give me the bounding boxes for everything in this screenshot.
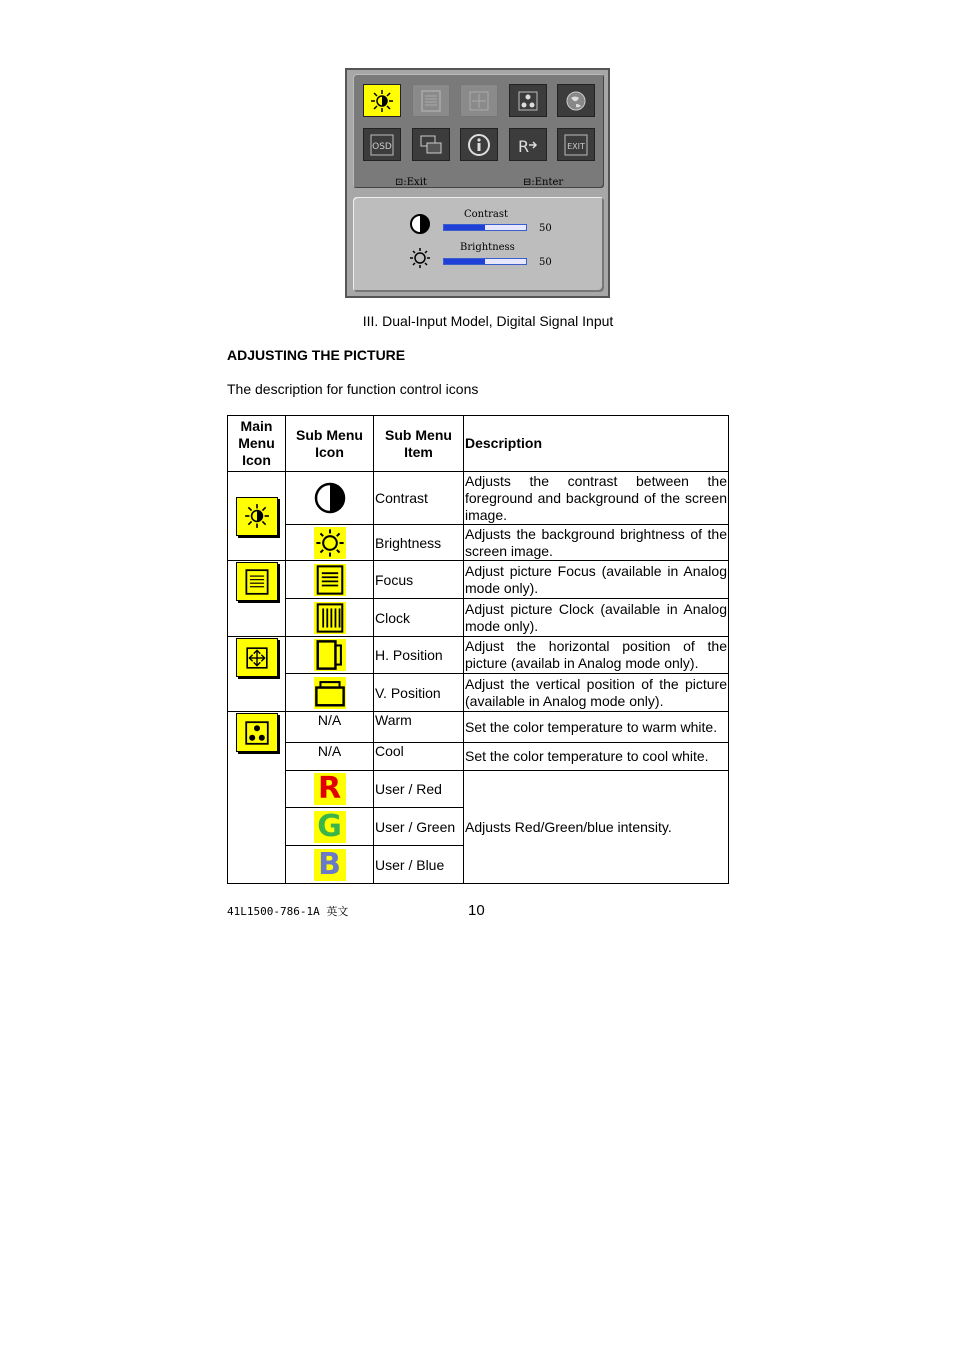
table-row: [228, 674, 729, 712]
v-position-icon: [314, 677, 346, 709]
table-row: [228, 743, 729, 771]
osd-screenshot: [345, 68, 610, 298]
sub-icon-cell: [286, 525, 374, 561]
picture-icon[interactable]: [363, 84, 401, 117]
sub-icon-cell: [286, 472, 374, 525]
sub-item-cell: Contrast: [374, 472, 464, 525]
focus-clock-icon[interactable]: [412, 84, 450, 117]
sub-icon-cell: [286, 771, 374, 808]
sub-icon-cell: N/A: [286, 743, 374, 771]
green-icon: [314, 808, 346, 844]
contrast-slider[interactable]: [443, 224, 527, 231]
sub-item-cell: V. Position: [374, 674, 464, 712]
table-row: [228, 771, 729, 808]
table-row: [228, 712, 729, 743]
h-position-icon: [314, 639, 346, 671]
main-focus-clock-icon: [236, 562, 278, 601]
sub-item-cell: Clock: [374, 599, 464, 637]
description-cell: Adjust the vertical position of the picture (available in Analog mode only).: [464, 674, 729, 712]
description-cell: Adjusts Red/Green/blue intensity.: [464, 771, 729, 884]
contrast-icon: [409, 213, 431, 240]
table-row: [228, 561, 729, 599]
description-cell: Set the color temperature to cool white.: [464, 743, 729, 771]
sub-icon-cell: [286, 561, 374, 599]
section-heading: ADJUSTING THE PICTURE: [227, 347, 406, 363]
sub-item-cell: Warm: [374, 712, 464, 743]
svg-text:OSD: OSD: [372, 141, 392, 152]
sub-icon-cell: [286, 846, 374, 884]
brightness-slider[interactable]: [443, 258, 527, 265]
description-cell: Adjust picture Clock (available in Analog mode only).: [464, 599, 729, 637]
osd-submenu: [353, 197, 604, 292]
clock-icon: [314, 602, 346, 634]
sub-icon-cell: N/A: [286, 712, 374, 743]
contrast-icon: [314, 482, 346, 514]
sub-item-cell: User / Red: [374, 771, 464, 808]
description-cell: Adjusts the background brightness of the screen image.: [465, 525, 727, 559]
description-cell: Adjusts the contrast between the foreground and background of the screen image.: [465, 472, 727, 523]
brightness-icon: [314, 527, 346, 559]
intro-text: The description for function control icons: [227, 381, 479, 397]
main-icon-cell: [228, 712, 286, 884]
main-icon-cell: [228, 637, 286, 712]
main-position-icon: [236, 638, 278, 677]
brightness-icon: [409, 247, 431, 274]
sub-item-cell: Cool: [374, 743, 464, 771]
header-sub-item: Sub Menu Item: [374, 416, 464, 472]
osd-main-menu: [353, 74, 604, 188]
header-sub-icon: Sub Menu Icon: [286, 416, 374, 472]
position-icon[interactable]: [460, 84, 498, 117]
svg-text:R: R: [518, 136, 530, 156]
language-icon[interactable]: [557, 84, 595, 117]
red-icon: [314, 773, 346, 805]
sub-item-cell: H. Position: [374, 637, 464, 674]
brightness-slider-fill: [444, 259, 485, 264]
description-cell: Set the color temperature to warm white.: [464, 712, 729, 743]
main-icon-cell: [228, 561, 286, 637]
color-icon[interactable]: [509, 84, 547, 117]
svg-text:EXIT: EXIT: [567, 141, 585, 151]
contrast-label: Contrast: [464, 209, 509, 220]
red-letter: R: [317, 771, 342, 806]
description-cell: Adjust picture Focus (available in Analog mode only).: [464, 561, 729, 599]
table-row: [228, 472, 729, 525]
function-icon-table: [227, 415, 729, 884]
focus-icon: [314, 564, 346, 596]
sub-item-cell: User / Blue: [374, 846, 464, 884]
green-letter: G: [317, 808, 342, 844]
figure-caption: III. Dual-Input Model, Digital Signal Input: [362, 313, 614, 329]
description-cell: Adjust the horizontal position of the picture (availab in Analog mode only).: [464, 637, 729, 674]
header-main-icon: Main Menu Icon: [228, 416, 286, 472]
sub-icon-cell: [286, 808, 374, 846]
sub-item-cell: Focus: [374, 561, 464, 599]
page-number: 10: [468, 902, 485, 919]
brightness-label: Brightness: [460, 242, 515, 253]
table-row: [228, 637, 729, 674]
contrast-slider-fill: [444, 225, 485, 230]
sub-icon-cell: [286, 674, 374, 712]
blue-icon: [314, 846, 346, 882]
input-icon[interactable]: [412, 128, 450, 161]
osd-enter-hint: ⊟:Enter: [523, 177, 564, 188]
table-header-row: [228, 416, 729, 472]
sub-item-cell: Brightness: [374, 525, 464, 561]
blue-letter: B: [318, 846, 341, 882]
document-code: 41L1500-786-1A 英文: [227, 905, 349, 918]
exit-icon[interactable]: [557, 128, 595, 161]
osd-icon[interactable]: [363, 128, 401, 161]
osd-exit-hint: ⊡:Exit: [395, 177, 427, 188]
sub-icon-cell: [286, 599, 374, 637]
main-color-icon: [236, 713, 278, 752]
contrast-value: 50: [539, 223, 552, 234]
main-picture-icon: [236, 497, 278, 536]
header-description: Description: [464, 416, 729, 472]
brightness-value: 50: [539, 257, 552, 268]
table-row: [228, 599, 729, 637]
sub-icon-cell: [286, 637, 374, 674]
info-icon[interactable]: [460, 128, 498, 161]
reset-icon[interactable]: [509, 128, 547, 161]
main-icon-cell: [228, 472, 286, 561]
sub-item-cell: User / Green: [374, 808, 464, 846]
table-row: [228, 525, 729, 561]
